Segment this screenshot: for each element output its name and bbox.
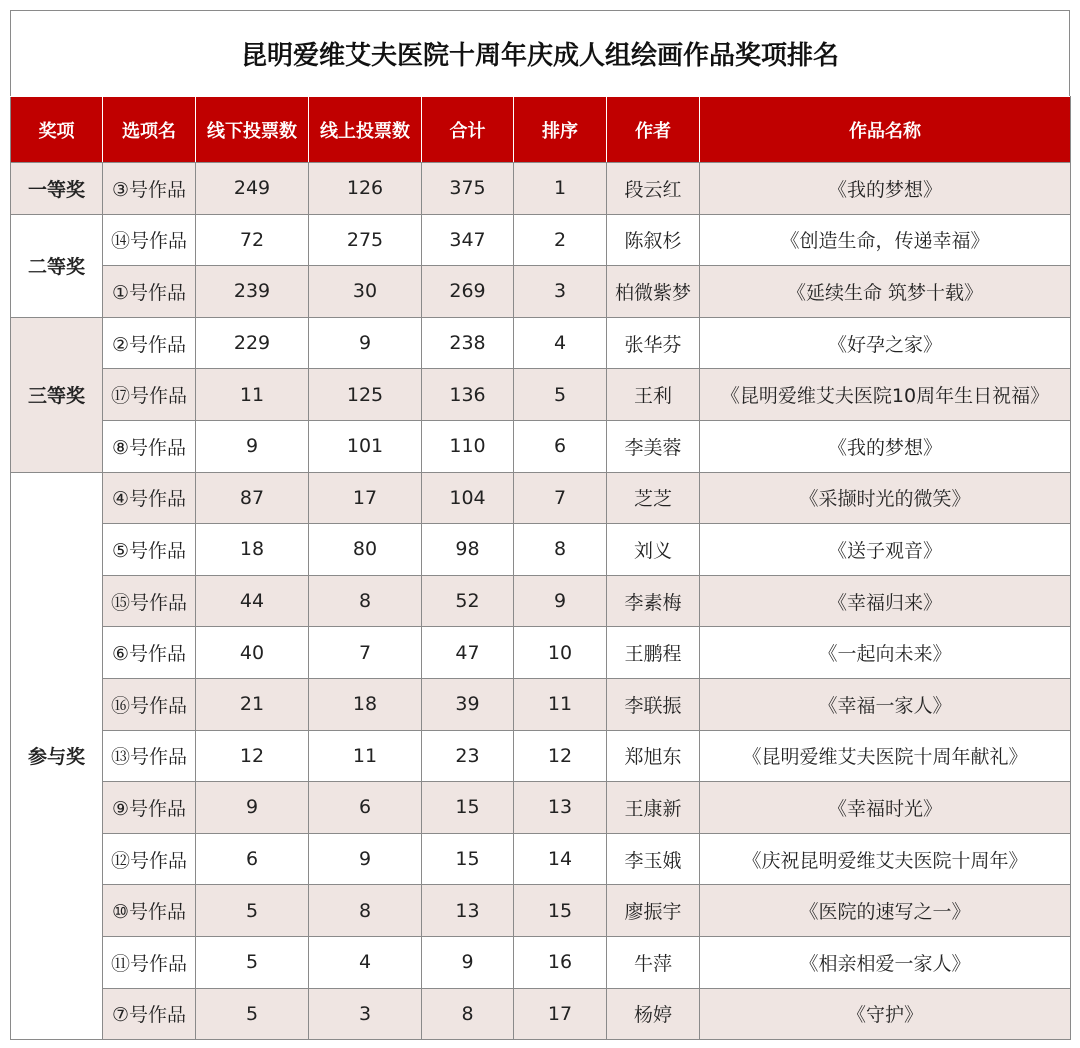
award-cell: 参与奖	[11, 472, 103, 1040]
offline-votes-cell: 18	[196, 524, 309, 576]
table-row	[11, 936, 1071, 988]
total-cell: 39	[422, 678, 514, 730]
table-row	[11, 214, 1071, 266]
table-row	[11, 266, 1071, 318]
header-work-title: 作品名称	[700, 97, 1071, 163]
total-cell: 104	[422, 472, 514, 524]
table-header-row	[11, 97, 1071, 163]
online-votes-cell: 8	[309, 575, 422, 627]
author-cell: 李联振	[607, 678, 700, 730]
author-cell: 刘义	[607, 524, 700, 576]
rank-cell: 10	[514, 627, 607, 679]
rank-cell: 13	[514, 782, 607, 834]
author-cell: 廖振宇	[607, 885, 700, 937]
total-cell: 47	[422, 627, 514, 679]
total-cell: 52	[422, 575, 514, 627]
author-cell: 郑旭东	[607, 730, 700, 782]
author-cell: 李美蓉	[607, 420, 700, 472]
offline-votes-cell: 40	[196, 627, 309, 679]
online-votes-cell: 6	[309, 782, 422, 834]
table-row	[11, 524, 1071, 576]
table-row	[11, 627, 1071, 679]
total-cell: 136	[422, 369, 514, 421]
online-votes-cell: 7	[309, 627, 422, 679]
rank-cell: 6	[514, 420, 607, 472]
offline-votes-cell: 249	[196, 163, 309, 215]
author-cell: 王康新	[607, 782, 700, 834]
option-cell: ③号作品	[103, 163, 196, 215]
table-row	[11, 988, 1071, 1040]
online-votes-cell: 18	[309, 678, 422, 730]
page-title: 昆明爱维艾夫医院十周年庆成人组绘画作品奖项排名	[10, 10, 1070, 96]
option-cell: ④号作品	[103, 472, 196, 524]
table-body	[11, 163, 1071, 1040]
option-cell: ⑧号作品	[103, 420, 196, 472]
online-votes-cell: 80	[309, 524, 422, 576]
rank-cell: 16	[514, 936, 607, 988]
author-cell: 芝芝	[607, 472, 700, 524]
award-cell: 三等奖	[11, 317, 103, 472]
rank-cell: 7	[514, 472, 607, 524]
rank-cell: 17	[514, 988, 607, 1040]
total-cell: 238	[422, 317, 514, 369]
offline-votes-cell: 5	[196, 988, 309, 1040]
online-votes-cell: 9	[309, 833, 422, 885]
table-row	[11, 420, 1071, 472]
online-votes-cell: 17	[309, 472, 422, 524]
author-cell: 牛萍	[607, 936, 700, 988]
work-title-cell: 《昆明爱维艾夫医院十周年献礼》	[700, 730, 1071, 782]
offline-votes-cell: 21	[196, 678, 309, 730]
work-title-cell: 《延续生命 筑梦十载》	[700, 266, 1071, 318]
table-row	[11, 575, 1071, 627]
table-row	[11, 885, 1071, 937]
work-title-cell: 《庆祝昆明爱维艾夫医院十周年》	[700, 833, 1071, 885]
header-rank: 排序	[514, 97, 607, 163]
total-cell: 9	[422, 936, 514, 988]
rank-cell: 1	[514, 163, 607, 215]
offline-votes-cell: 11	[196, 369, 309, 421]
work-title-cell: 《幸福归来》	[700, 575, 1071, 627]
rank-cell: 3	[514, 266, 607, 318]
total-cell: 15	[422, 782, 514, 834]
online-votes-cell: 8	[309, 885, 422, 937]
work-title-cell: 《守护》	[700, 988, 1071, 1040]
header-total: 合计	[422, 97, 514, 163]
total-cell: 23	[422, 730, 514, 782]
rank-cell: 8	[514, 524, 607, 576]
total-cell: 98	[422, 524, 514, 576]
option-cell: ⑬号作品	[103, 730, 196, 782]
header-award: 奖项	[11, 97, 103, 163]
online-votes-cell: 125	[309, 369, 422, 421]
option-cell: ⑯号作品	[103, 678, 196, 730]
author-cell: 王鹏程	[607, 627, 700, 679]
rank-cell: 9	[514, 575, 607, 627]
table-row	[11, 678, 1071, 730]
ranking-table	[10, 96, 1071, 1040]
option-cell: ⑪号作品	[103, 936, 196, 988]
award-cell: 一等奖	[11, 163, 103, 215]
rank-cell: 15	[514, 885, 607, 937]
offline-votes-cell: 72	[196, 214, 309, 266]
work-title-cell: 《创造生命，传递幸福》	[700, 214, 1071, 266]
rank-cell: 11	[514, 678, 607, 730]
work-title-cell: 《幸福一家人》	[700, 678, 1071, 730]
table-row	[11, 833, 1071, 885]
table-row	[11, 472, 1071, 524]
rank-cell: 4	[514, 317, 607, 369]
offline-votes-cell: 9	[196, 782, 309, 834]
option-cell: ②号作品	[103, 317, 196, 369]
offline-votes-cell: 87	[196, 472, 309, 524]
online-votes-cell: 3	[309, 988, 422, 1040]
author-cell: 柏微紫梦	[607, 266, 700, 318]
author-cell: 李玉娥	[607, 833, 700, 885]
option-cell: ⑮号作品	[103, 575, 196, 627]
online-votes-cell: 101	[309, 420, 422, 472]
offline-votes-cell: 5	[196, 885, 309, 937]
offline-votes-cell: 12	[196, 730, 309, 782]
work-title-cell: 《幸福时光》	[700, 782, 1071, 834]
offline-votes-cell: 229	[196, 317, 309, 369]
author-cell: 陈叙杉	[607, 214, 700, 266]
author-cell: 张华芬	[607, 317, 700, 369]
online-votes-cell: 30	[309, 266, 422, 318]
option-cell: ⑥号作品	[103, 627, 196, 679]
online-votes-cell: 275	[309, 214, 422, 266]
total-cell: 13	[422, 885, 514, 937]
work-title-cell: 《我的梦想》	[700, 420, 1071, 472]
online-votes-cell: 4	[309, 936, 422, 988]
rank-cell: 14	[514, 833, 607, 885]
option-cell: ①号作品	[103, 266, 196, 318]
option-cell: ⑤号作品	[103, 524, 196, 576]
offline-votes-cell: 239	[196, 266, 309, 318]
author-cell: 杨婷	[607, 988, 700, 1040]
work-title-cell: 《医院的速写之一》	[700, 885, 1071, 937]
option-cell: ⑦号作品	[103, 988, 196, 1040]
total-cell: 110	[422, 420, 514, 472]
online-votes-cell: 11	[309, 730, 422, 782]
header-option: 选项名	[103, 97, 196, 163]
work-title-cell: 《送子观音》	[700, 524, 1071, 576]
rank-cell: 2	[514, 214, 607, 266]
total-cell: 8	[422, 988, 514, 1040]
header-online-votes: 线上投票数	[309, 97, 422, 163]
award-cell: 二等奖	[11, 214, 103, 317]
work-title-cell: 《采撷时光的微笑》	[700, 472, 1071, 524]
online-votes-cell: 126	[309, 163, 422, 215]
work-title-cell: 《好孕之家》	[700, 317, 1071, 369]
offline-votes-cell: 9	[196, 420, 309, 472]
option-cell: ⑨号作品	[103, 782, 196, 834]
offline-votes-cell: 6	[196, 833, 309, 885]
author-cell: 段云红	[607, 163, 700, 215]
total-cell: 269	[422, 266, 514, 318]
option-cell: ⑰号作品	[103, 369, 196, 421]
author-cell: 王利	[607, 369, 700, 421]
table-row	[11, 317, 1071, 369]
author-cell: 李素梅	[607, 575, 700, 627]
total-cell: 347	[422, 214, 514, 266]
work-title-cell: 《一起向未来》	[700, 627, 1071, 679]
total-cell: 15	[422, 833, 514, 885]
total-cell: 375	[422, 163, 514, 215]
table-row	[11, 369, 1071, 421]
offline-votes-cell: 44	[196, 575, 309, 627]
table-row	[11, 782, 1071, 834]
option-cell: ⑩号作品	[103, 885, 196, 937]
work-title-cell: 《昆明爱维艾夫医院10周年生日祝福》	[700, 369, 1071, 421]
online-votes-cell: 9	[309, 317, 422, 369]
work-title-cell: 《我的梦想》	[700, 163, 1071, 215]
work-title-cell: 《相亲相爱一家人》	[700, 936, 1071, 988]
header-offline-votes: 线下投票数	[196, 97, 309, 163]
table-row	[11, 730, 1071, 782]
option-cell: ⑫号作品	[103, 833, 196, 885]
header-author: 作者	[607, 97, 700, 163]
offline-votes-cell: 5	[196, 936, 309, 988]
rank-cell: 12	[514, 730, 607, 782]
table-row	[11, 163, 1071, 215]
rank-cell: 5	[514, 369, 607, 421]
option-cell: ⑭号作品	[103, 214, 196, 266]
